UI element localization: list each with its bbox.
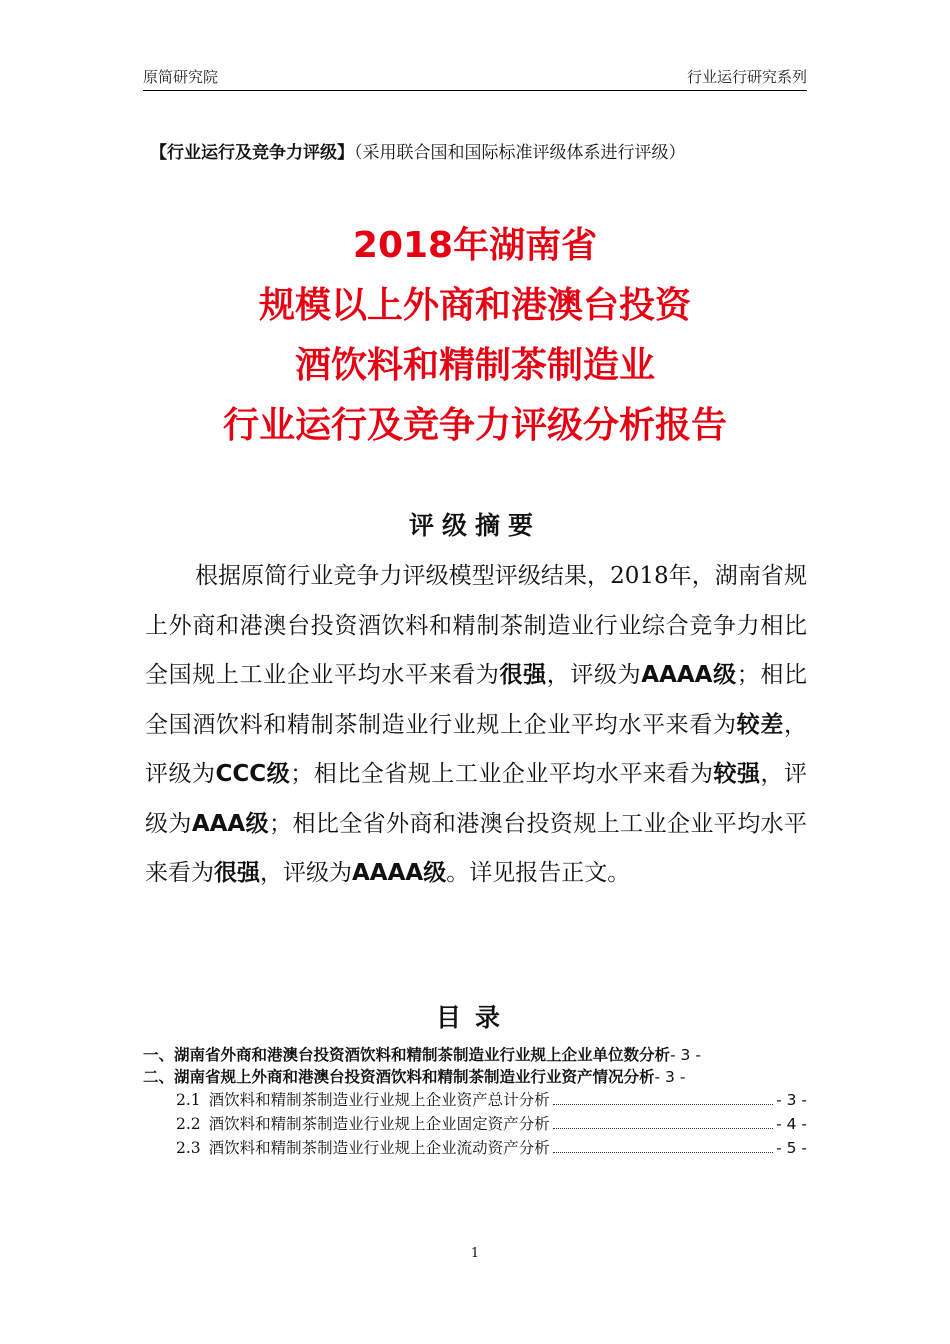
summary-emphasis: 很强 bbox=[499, 662, 547, 688]
toc-item-2[interactable] bbox=[143, 1066, 807, 1088]
summary-text: ，评级为 bbox=[145, 711, 808, 787]
summary-heading: 评级摘要 bbox=[408, 511, 541, 540]
title-line-3: 酒饮料和精制茶制造业 bbox=[294, 345, 655, 386]
toc-subitem-page: - 4 - bbox=[776, 1115, 807, 1133]
summary-text: ；相比全国酒饮料和精制茶制造业行业规上企业平均水平来看为 bbox=[145, 662, 808, 738]
title-line-4: 行业运行及竞争力评级分析报告 bbox=[222, 405, 727, 446]
summary-emphasis: AAAA级 bbox=[641, 662, 737, 688]
summary-text: 。详见报告正文。 bbox=[446, 860, 631, 886]
summary-text: ，评级为 bbox=[260, 860, 352, 886]
toc-dot-leader bbox=[553, 1104, 773, 1105]
summary-text: ；相比全省外商和港澳台投资规上工业企业平均水平来看为 bbox=[145, 810, 808, 886]
toc-subitem-page: - 3 - bbox=[776, 1091, 807, 1109]
title-line-2: 规模以上外商和港澳台投资 bbox=[258, 285, 691, 326]
rating-method-line bbox=[150, 138, 686, 163]
toc-subitem-number: 2.2 bbox=[176, 1115, 201, 1133]
table-of-contents bbox=[143, 1044, 807, 1160]
toc-subitem-text: 酒饮料和精制茶制造业行业规上企业固定资产分析 bbox=[208, 1115, 550, 1133]
summary-text: ；相比全省规上工业企业平均水平来看为 bbox=[290, 761, 714, 787]
summary-emphasis: 较差 bbox=[736, 711, 785, 738]
toc-subitem-2-1[interactable] bbox=[143, 1088, 807, 1112]
summary-text: ，评级为 bbox=[546, 662, 642, 688]
toc-subitem-text: 酒饮料和精制茶制造业行业规上企业流动资产分析 bbox=[208, 1139, 550, 1157]
toc-item-text: 一、湖南省外商和港澳台投资酒饮料和精制茶制造业行业规上企业单位数分析 bbox=[143, 1046, 671, 1064]
report-title bbox=[143, 216, 807, 456]
summary-emphasis: 很强 bbox=[214, 860, 260, 886]
summary-emphasis: AAAA级 bbox=[352, 860, 447, 886]
summary-text: ，评级为 bbox=[145, 761, 808, 837]
toc-item-text: 二、湖南省规上外商和港澳台投资酒饮料和精制茶制造业行业资产情况分析 bbox=[143, 1068, 655, 1086]
toc-subitem-page: - 5 - bbox=[776, 1139, 807, 1157]
page-number: 1 bbox=[470, 1246, 480, 1261]
rating-method-bold: 【行业运行及竞争力评级】 bbox=[150, 143, 354, 163]
header-divider bbox=[143, 90, 807, 91]
toc-item-1[interactable] bbox=[143, 1044, 807, 1066]
toc-subitem-2-3[interactable] bbox=[143, 1136, 807, 1160]
toc-heading: 目录 bbox=[435, 1003, 514, 1032]
summary-text: 根据原简行业竞争力评级模型评级结果，2018年，湖南省规上外商和港澳台投资酒饮料和精制茶制造业行业综合竞争力相比全国规上工业企业平均水平来看为 bbox=[145, 563, 807, 688]
toc-subitem-number: 2.1 bbox=[176, 1091, 201, 1109]
toc-dot-leader bbox=[553, 1152, 773, 1153]
toc-subitem-2-2[interactable] bbox=[143, 1112, 807, 1136]
summary-emphasis: AAA级 bbox=[191, 810, 270, 837]
summary-paragraph bbox=[145, 552, 807, 899]
rating-method-note: （采用联合国和国际标准评级体系进行评级） bbox=[354, 143, 686, 163]
summary-emphasis: 较强 bbox=[713, 761, 761, 787]
toc-item-page: - 3 - bbox=[654, 1068, 686, 1086]
header-org-name: 原简研究院 bbox=[143, 68, 219, 86]
title-line-1: 2018年湖南省 bbox=[352, 225, 598, 266]
toc-subitem-text: 酒饮料和精制茶制造业行业规上企业资产总计分析 bbox=[208, 1091, 550, 1109]
toc-item-page: - 3 - bbox=[670, 1046, 701, 1064]
header-series-name: 行业运行研究系列 bbox=[686, 68, 807, 86]
toc-dot-leader bbox=[553, 1128, 773, 1129]
toc-subitem-number: 2.3 bbox=[176, 1139, 201, 1157]
summary-emphasis: CCC级 bbox=[215, 761, 291, 787]
